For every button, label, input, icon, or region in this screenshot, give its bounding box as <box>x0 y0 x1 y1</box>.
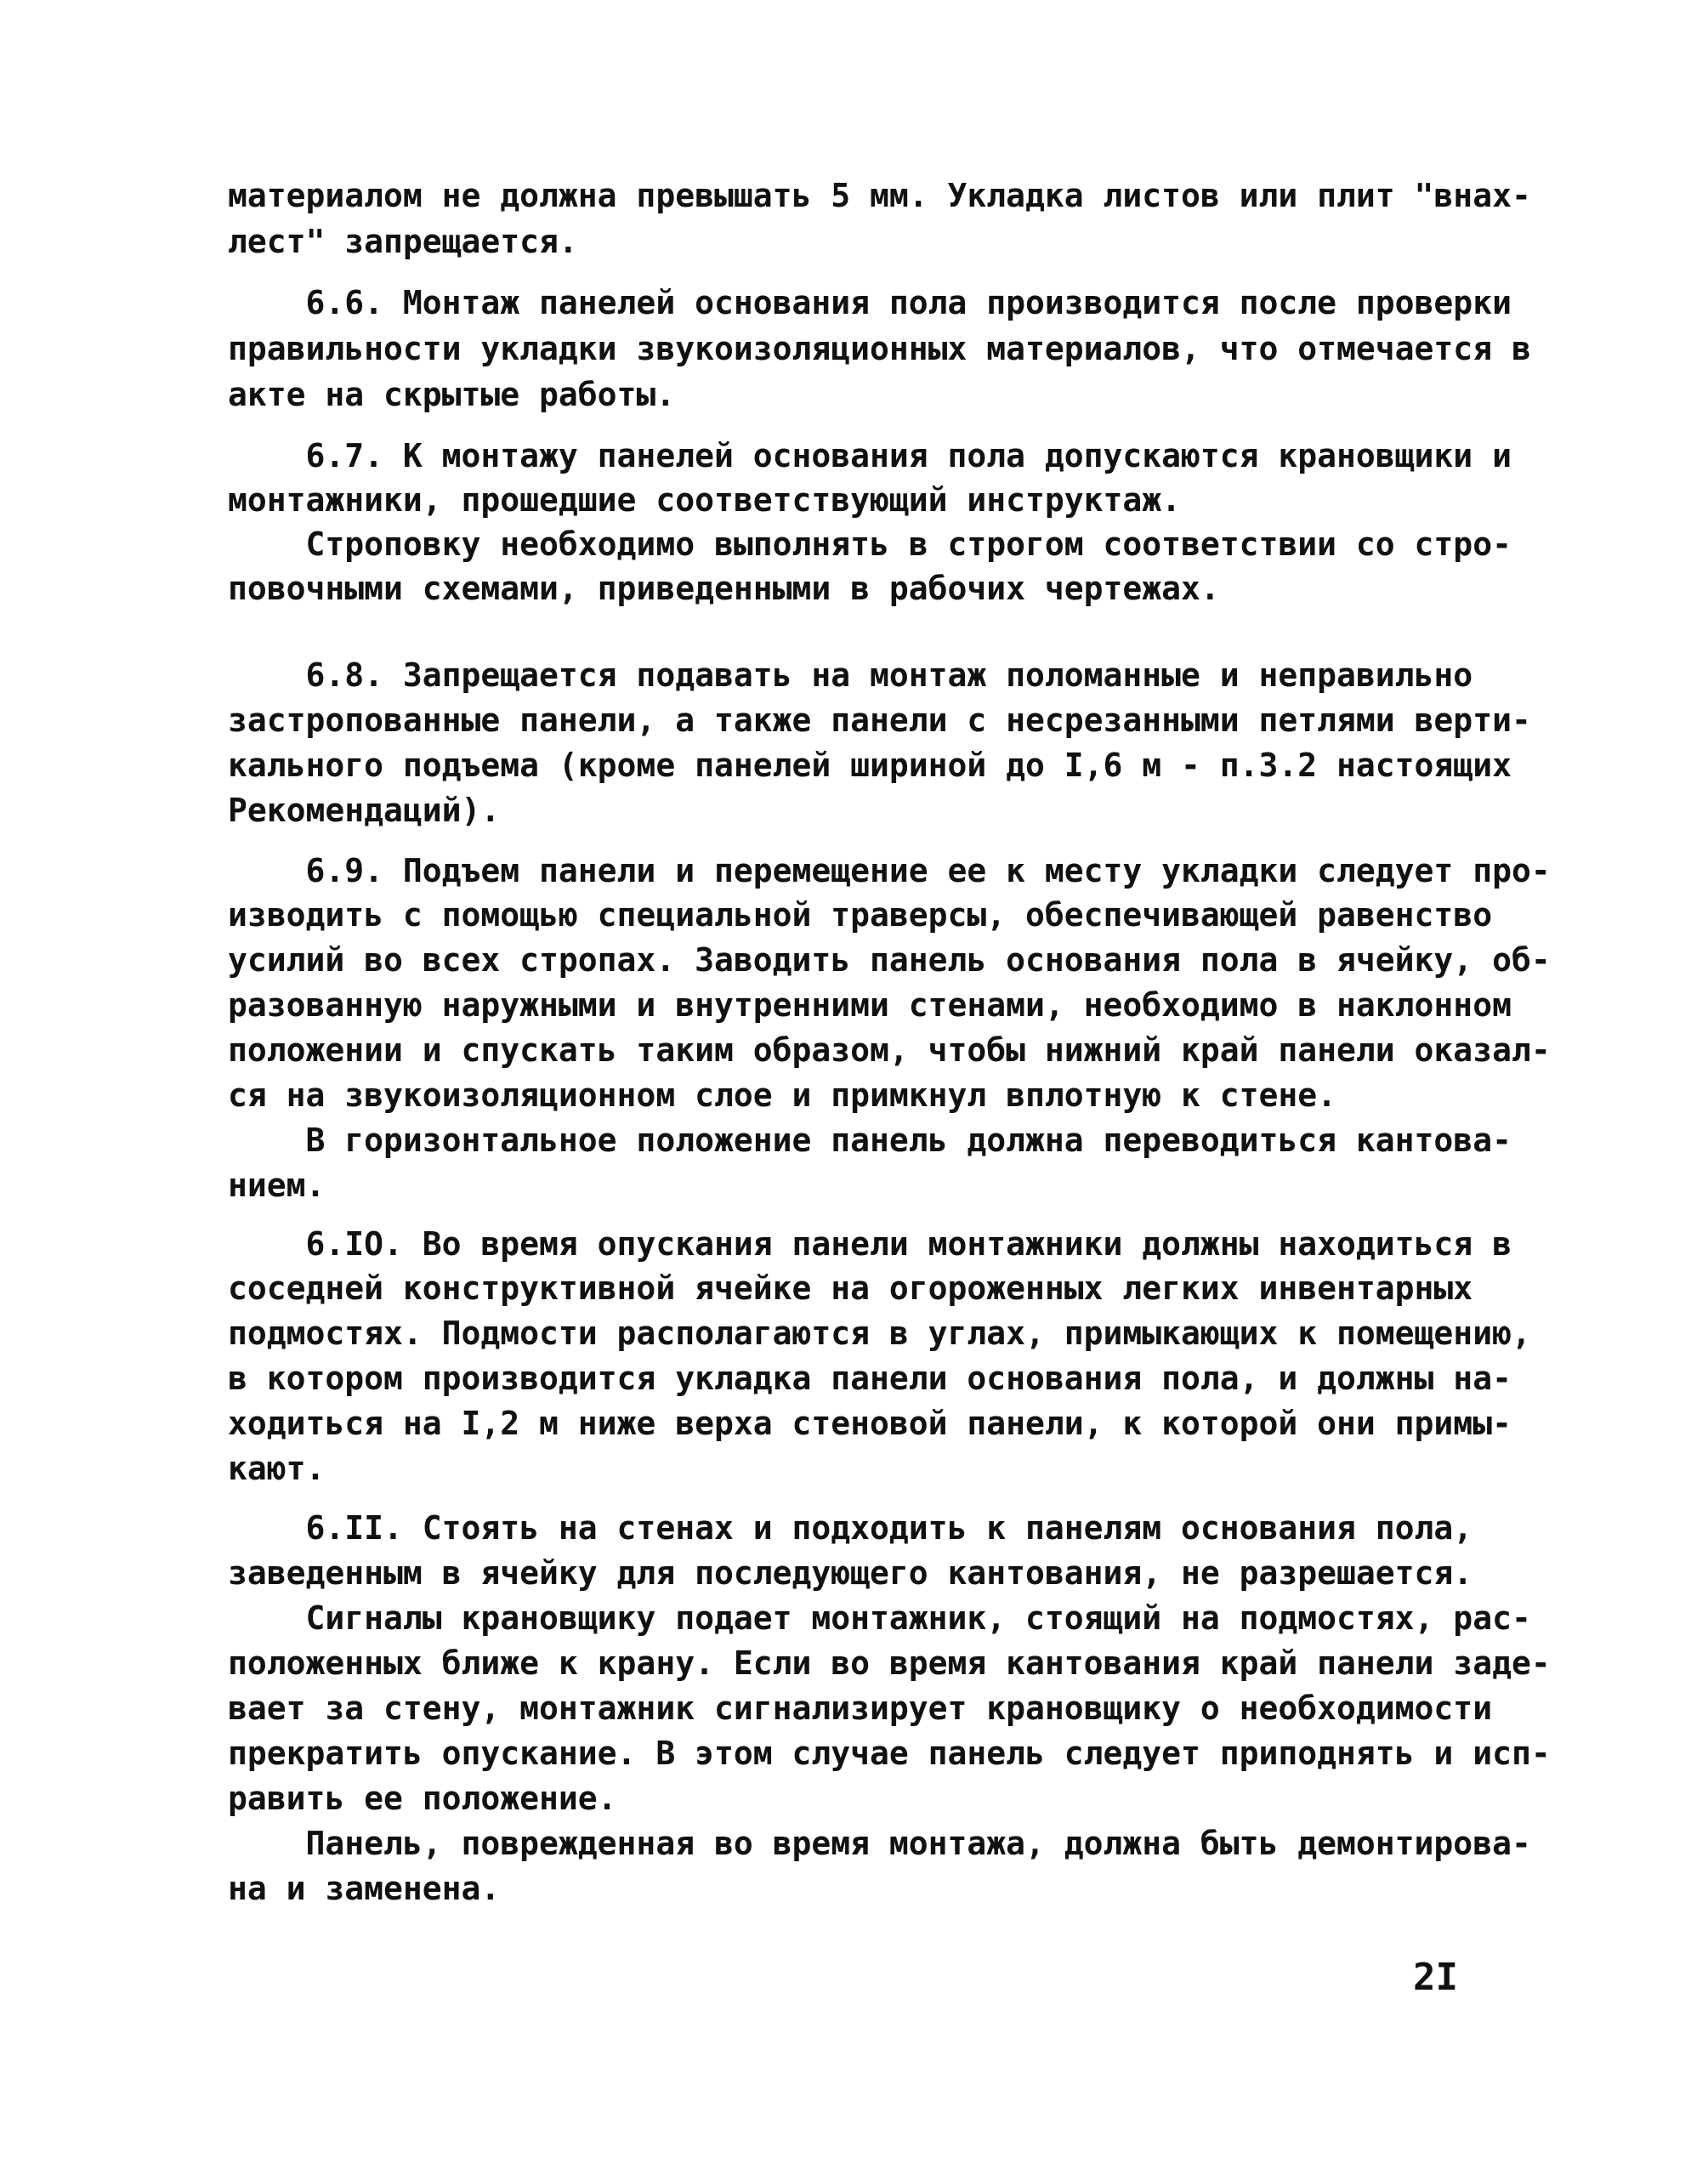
text-line: положенных ближе к крану. Если во время кантования край панели заде- <box>228 1644 1551 1682</box>
text-line: 6.6. Монтаж панелей основания пола производится после проверки <box>228 284 1512 321</box>
text-line: правильности укладки звукоизоляционных материалов, что отмечается в <box>228 330 1531 367</box>
text-line: 6.7. К монтажу панелей основания пола допускаются крановщики и <box>228 437 1512 474</box>
text-line: застропованные панели, а также панели с несрезанными петлями верти- <box>228 701 1531 739</box>
text-line: Строповку необходимо выполнять в строгом соответствии со стро- <box>228 525 1512 563</box>
text-line: ходиться на I,2 м ниже верха стеновой панели, к которой они примы- <box>228 1405 1512 1442</box>
page-number: 2I <box>1413 1956 1458 1999</box>
text-line: материалом не должна превышать 5 мм. Укладка листов или плит "внах- <box>228 177 1531 214</box>
text-line: 6.9. Подъем панели и перемещение ее к месту укладки следует про- <box>228 852 1551 889</box>
text-line: кального подъема (кроме панелей шириной до I,6 м - п.3.2 настоящих <box>228 747 1512 784</box>
text-line: Панель, поврежденная во время монтажа, должна быть демонтирова- <box>228 1825 1531 1862</box>
text-line: подмостях. Подмости располагаются в углах, примыкающих к помещению, <box>228 1315 1531 1352</box>
text-line: заведенным в ячейку для последующего кантования, не разрешается. <box>228 1554 1473 1592</box>
text-line: 6.IO. Во время опускания панели монтажники должны находиться в <box>228 1225 1512 1263</box>
text-line: положении и спускать таким образом, чтобы нижний край панели оказал- <box>228 1031 1551 1069</box>
text-line: акте на скрытые работы. <box>228 376 676 413</box>
text-line: монтажники, прошедшие соответствующий инструктаж. <box>228 481 1182 519</box>
text-line: ся на звукоизоляционном слое и примкнул вплотную к стене. <box>228 1076 1337 1114</box>
text-line: повочными схемами, приведенными в рабочих чертежах. <box>228 570 1220 607</box>
text-line: разованную наружными и внутренними стенами, необходимо в наклонном <box>228 986 1512 1024</box>
text-line: на и заменена. <box>228 1870 501 1907</box>
text-line: изводить с помощью специальной траверсы, обеспечивающей равенство <box>228 896 1493 934</box>
text-line: в котором производится укладка панели основания пола, и должны на- <box>228 1360 1512 1397</box>
text-line: 6.II. Стоять на стенах и подходить к панелям основания пола, <box>228 1509 1473 1547</box>
text-line: лест" запрещается. <box>228 223 578 260</box>
text-line: В горизонтальное положение панель должна переводиться кантова- <box>228 1122 1512 1159</box>
text-line: нием. <box>228 1167 326 1204</box>
text-line: 6.8. Запрещается подавать на монтаж поломанные и неправильно <box>228 656 1473 694</box>
text-line: соседней конструктивной ячейке на огороженных легких инвентарных <box>228 1269 1473 1307</box>
text-line: вает за стену, монтажник сигнализирует крановщику о необходимости <box>228 1689 1493 1727</box>
text-line: прекратить опускание. В этом случае панель следует приподнять и исп- <box>228 1735 1551 1772</box>
text-line: усилий во всех стропах. Заводить панель основания пола в ячейку, об- <box>228 941 1551 979</box>
text-line: кают. <box>228 1450 326 1487</box>
text-line: равить ее положение. <box>228 1780 617 1817</box>
text-line: Сигналы крановщику подает монтажник, стоящий на подмостях, рас- <box>228 1599 1531 1637</box>
text-line: Рекомендаций). <box>228 792 501 829</box>
